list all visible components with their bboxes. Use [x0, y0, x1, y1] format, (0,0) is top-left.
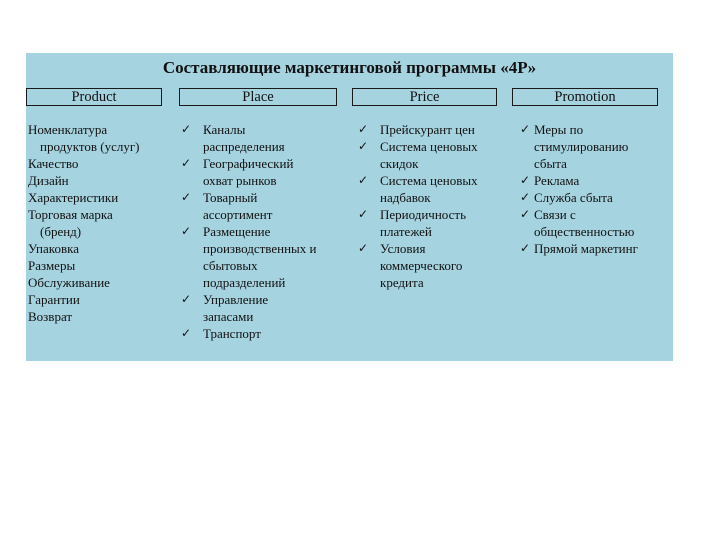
list-item-line: Служба сбыта	[534, 190, 613, 205]
list-item-line: охват рынков	[203, 173, 277, 188]
checkmark-icon: ✓	[358, 241, 369, 255]
list-item-line: распределения	[203, 139, 285, 154]
list-item-line: Прейскурант цен	[380, 122, 475, 137]
list-item-line: подразделений	[203, 275, 286, 290]
list-item	[181, 223, 341, 291]
list-item-line: Связи с	[534, 207, 576, 222]
checkmark-icon: ✓	[358, 139, 369, 153]
column-header-price: Price	[352, 88, 497, 106]
list-item: Торговая марка	[28, 207, 113, 222]
list-item-line: Меры по	[534, 122, 584, 137]
checkmark-icon: ✓	[358, 122, 369, 136]
list-item: (бренд)	[40, 224, 82, 239]
list-item-line: надбавок	[380, 190, 431, 205]
checkmark-icon: ✓	[181, 326, 192, 340]
marketing-4p-table	[26, 53, 673, 361]
list-item: Качество	[28, 156, 79, 171]
list-item-line: скидок	[380, 156, 419, 171]
list-item-line: Географический	[203, 156, 294, 171]
list-item: Гарантии	[28, 292, 80, 307]
list-item-line: платежей	[380, 224, 432, 239]
column-header-place: Place	[179, 88, 337, 106]
list-item: Обслуживание	[28, 275, 110, 290]
list-item	[358, 172, 508, 206]
list-item	[181, 291, 341, 325]
list-item: продуктов (услуг)	[40, 139, 140, 154]
list-item-line: Условия	[380, 241, 426, 256]
list-item	[181, 325, 341, 342]
list-item-line: Размещение	[203, 224, 271, 239]
list-item	[520, 189, 670, 206]
page-title: Составляющие маркетинговой программы «4P»	[162, 58, 537, 77]
checkmark-icon: ✓	[520, 207, 531, 221]
list-item	[181, 155, 341, 189]
list-item-line: Система ценовых	[380, 139, 478, 154]
checkmark-icon: ✓	[520, 173, 531, 187]
product-list	[28, 121, 168, 325]
checkmark-icon: ✓	[181, 156, 192, 170]
list-item: Размеры	[28, 258, 76, 273]
checkmark-icon: ✓	[358, 207, 369, 221]
list-item-line: кредита	[380, 275, 424, 290]
list-item	[520, 206, 670, 240]
list-item-line: сбыта	[534, 156, 567, 171]
checkmark-icon: ✓	[181, 190, 192, 204]
list-item-line: Система ценовых	[380, 173, 478, 188]
list-item: Характеристики	[28, 190, 119, 205]
list-item: Возврат	[28, 309, 73, 324]
checkmark-icon: ✓	[181, 224, 192, 238]
list-item-line: Периодичность	[380, 207, 467, 222]
list-item-line: Каналы	[203, 122, 246, 137]
list-item-line: Товарный	[203, 190, 258, 205]
list-item-line: сбытовых	[203, 258, 258, 273]
list-item	[358, 206, 508, 240]
list-item	[358, 138, 508, 172]
column-header-product: Product	[26, 88, 162, 106]
list-item	[520, 121, 670, 172]
list-item	[181, 189, 341, 223]
list-item-line: общественностью	[534, 224, 635, 239]
checkmark-icon: ✓	[520, 241, 531, 255]
checkmark-icon: ✓	[520, 190, 531, 204]
list-item: Дизайн	[28, 173, 69, 188]
list-item: Упаковка	[28, 241, 79, 256]
place-list	[181, 121, 341, 342]
list-item-line: Управление	[203, 292, 269, 307]
list-item	[520, 240, 670, 257]
list-item-line: ассортимент	[203, 207, 273, 222]
checkmark-icon: ✓	[520, 122, 531, 136]
list-item	[181, 121, 341, 155]
column-header-promotion: Promotion	[512, 88, 658, 106]
list-item-line: стимулированию	[534, 139, 629, 154]
promotion-list	[520, 121, 670, 257]
price-list	[358, 121, 508, 291]
checkmark-icon: ✓	[181, 292, 192, 306]
list-item	[358, 121, 508, 138]
checkmark-icon: ✓	[181, 122, 192, 136]
checkmark-icon: ✓	[358, 173, 369, 187]
list-item-line: производственных и	[203, 241, 317, 256]
list-item	[520, 172, 670, 189]
list-item-line: Прямой маркетинг	[534, 241, 638, 256]
list-item	[358, 240, 508, 291]
list-item: Номенклатура	[28, 122, 108, 137]
list-item-line: Реклама	[534, 173, 580, 188]
list-item-line: Транспорт	[203, 326, 261, 341]
list-item-line: запасами	[203, 309, 254, 324]
list-item-line: коммерческого	[380, 258, 463, 273]
